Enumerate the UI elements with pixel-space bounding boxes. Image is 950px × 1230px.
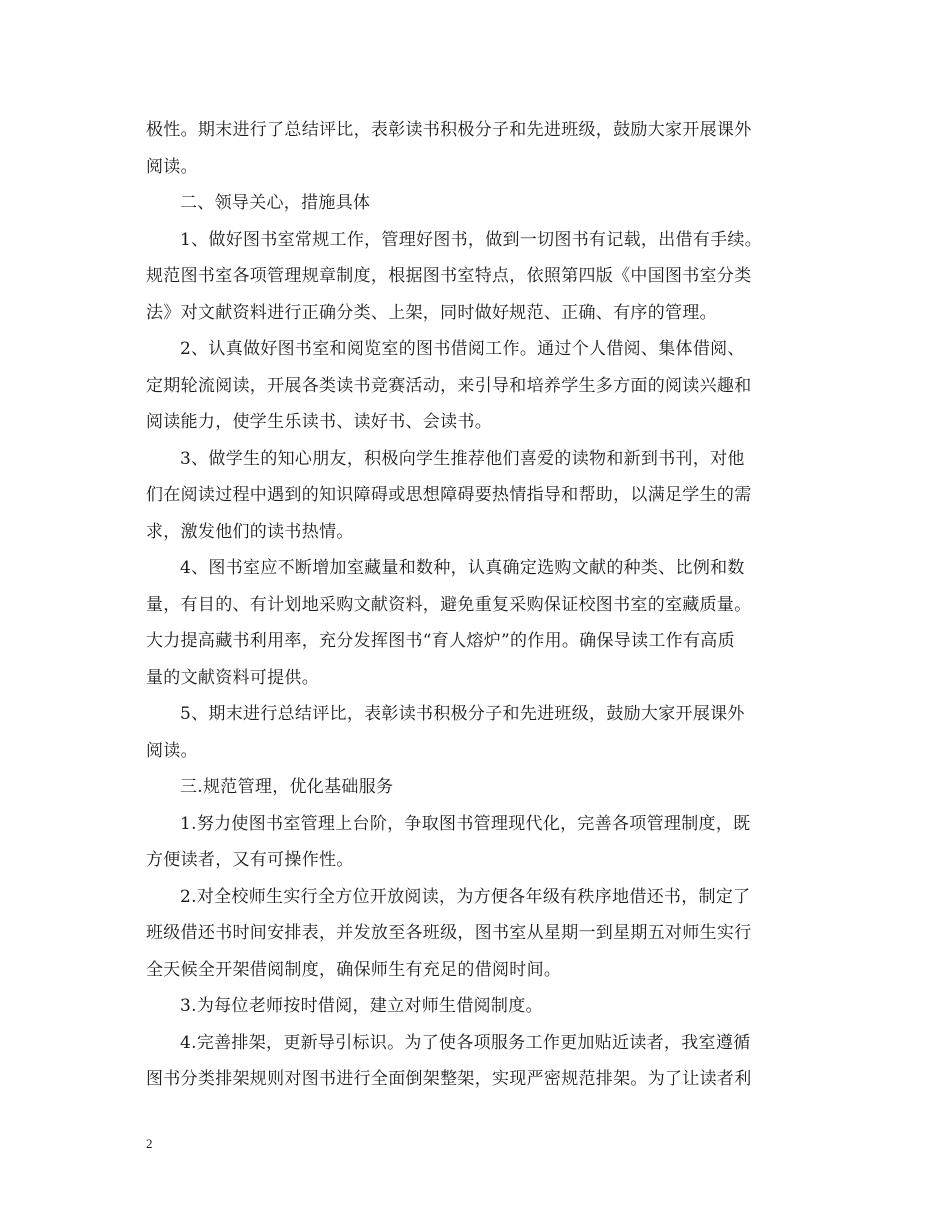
text-line: 们在阅读过程中遇到的知识障碍或思想障碍要热情指导和帮助，以满足学生的需	[146, 485, 752, 505]
text-line: 班级借还书时间安排表，并发放至各班级，图书室从星期一到星期五对师生实行	[146, 923, 752, 943]
text-line: 1.努力使图书室管理上台阶，争取图书管理现代化，完善各项管理制度，既	[180, 813, 751, 834]
text-line: 规范图书室各项管理规章制度，根据图书室特点，依照第四版《中国图书室分类	[146, 266, 752, 286]
text-line: 定期轮流阅读，开展各类读书竞赛活动，来引导和培养学生多方面的阅读兴趣和	[146, 375, 752, 396]
text-line: 三.规范管理，优化基础服务	[180, 777, 394, 797]
text-line: 阅读。	[146, 156, 198, 177]
text-line: 全天候全开架借阅制度，确保师生有充足的借阅时间。	[146, 959, 562, 980]
text-line: 极性。期末进行了总结评比，表彰读书积极分子和先进班级，鼓励大家开展课外	[146, 120, 752, 140]
text-line: 图书分类排架规则对图书进行全面倒架整架，实现严密规范排架。为了让读者利	[146, 1069, 752, 1089]
page-number: 2	[146, 1136, 153, 1151]
text-line: 量，有目的、有计划地采购文献资料，避免重复采购保证校图书室的室藏质量。	[146, 594, 752, 615]
text-line: 二、领导关心，措施具体	[180, 193, 371, 213]
text-line: 求，激发他们的读书热情。	[146, 521, 354, 542]
text-line: 5、期末进行总结评比，表彰读书积极分子和先进班级，鼓励大家开展课外	[180, 704, 745, 724]
text-line: 阅读。	[146, 740, 198, 761]
text-line: 2、认真做好图书室和阅览室的图书借阅工作。通过个人借阅、集体借阅、	[180, 339, 745, 359]
text-line: 量的文献资料可提供。	[146, 667, 319, 688]
text-line: 3.为每位老师按时借阅，建立对师生借阅制度。	[180, 996, 543, 1016]
text-line: 4.完善排架，更新导引标识。为了使各项服务工作更加贴近读者，我室遵循	[180, 1032, 751, 1053]
text-line: 2.对全校师生实行全方位开放阅读，为方便各年级有秩序地借还书，制定了	[180, 886, 751, 907]
text-line: 阅读能力，使学生乐读书、读好书、会读书。	[146, 412, 492, 432]
text-line: 法》对文献资料进行正确分类、上架，同时做好规范、正确、有序的管理。	[146, 302, 717, 323]
document-body	[146, 112, 806, 1098]
text-line: 大力提高藏书利用率，充分发挥图书“育人熔炉”的作用。确保导读工作有高质	[146, 631, 735, 651]
text-line: 3、做学生的知心朋友，积极向学生推荐他们喜爱的读物和新到书刊，对他	[180, 448, 745, 469]
text-line: 4、图书室应不断增加室藏量和数种，认真确定选购文献的种类、比例和数	[180, 558, 745, 578]
text-line: 1、做好图书室常规工作，管理好图书，做到一切图书有记载，出借有手续。	[180, 229, 763, 250]
text-line: 方便读者，又有可操作性。	[146, 850, 354, 870]
